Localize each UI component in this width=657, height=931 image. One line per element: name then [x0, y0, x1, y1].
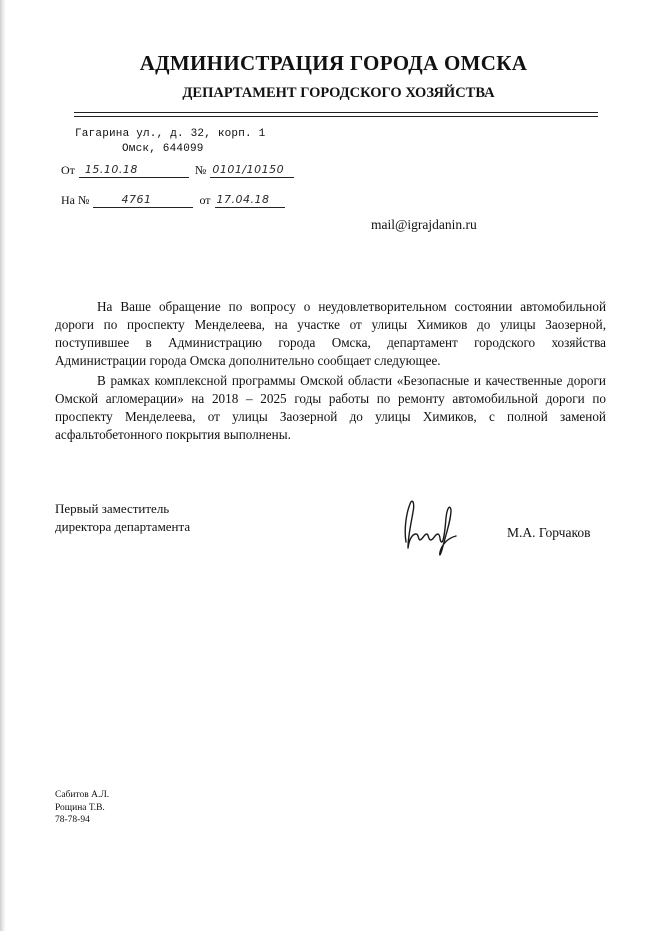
letterhead-org-name: АДМИНИСТРАЦИЯ ГОРОДА ОМСКА	[139, 51, 528, 75]
address-line-1: Гагарина ул., д. 32, корп. 1	[75, 128, 266, 140]
executor-contacts	[55, 789, 109, 827]
scan-edge-shadow	[0, 0, 6, 931]
address-line-2: Омск, 644099	[122, 143, 204, 155]
signer-title-line-1: Первый заместитель	[55, 501, 170, 516]
letterhead-rule-top	[74, 112, 598, 113]
from-label: От	[61, 163, 75, 177]
ref-number-label: На №	[61, 193, 90, 207]
sender-address	[75, 127, 265, 157]
from-date-field	[79, 163, 189, 178]
number-handwritten: 0101/10150	[212, 163, 285, 176]
body-paragraph-2: В рамках комплексной программы Омской области «Безопасные и качественные дороги Омской агломерации» на 2018 – 2025 годы работы по ремонту автомобильной дороги по проспекту Менделеева, от улицы Заозерной до улицы Химиков, с полной заменой асфальтобетонного покрытия выполнены.	[55, 373, 606, 442]
executor-phone: 78-78-94	[55, 815, 90, 825]
signer-title-line-2: директора департамента	[55, 519, 191, 534]
ref-number-field	[93, 193, 193, 208]
ref-number-handwritten: 4761	[121, 193, 152, 206]
incoming-reference-row	[61, 193, 285, 208]
recipient-email: mail@igrajdanin.ru	[371, 217, 477, 232]
outgoing-registration-row	[61, 163, 294, 178]
ref-date-field	[215, 193, 285, 208]
number-field	[210, 163, 294, 178]
body-paragraph-1: На Ваше обращение по вопросу о неудовлетворительном состоянии автомобильной дороги по проспекту Менделеева, на участке от улицы Химиков до улицы Заозерной, поступившее в Администрацию города Омска, департамент городского хозяйства Администрации города Омска дополнительно сообщает следующее.	[55, 299, 606, 368]
handwritten-signature	[396, 490, 466, 562]
signer-name: М.А. Горчаков	[507, 525, 591, 540]
from-date-handwritten: 15.10.18	[84, 163, 138, 176]
letterhead-rule-bottom	[74, 116, 598, 117]
executor-2: Рощина Т.В.	[55, 802, 105, 813]
executor-1: Сабитов А.Л.	[55, 790, 110, 800]
number-label: №	[194, 163, 207, 177]
letterhead-dept-name: ДЕПАРТАМЕНТ ГОРОДСКОГО ХОЗЯЙСТВА	[182, 85, 495, 101]
signer-title	[55, 500, 190, 536]
ref-from-label: от	[199, 193, 211, 207]
letter-body	[55, 298, 606, 444]
ref-date-handwritten: 17.04.18	[216, 193, 270, 206]
